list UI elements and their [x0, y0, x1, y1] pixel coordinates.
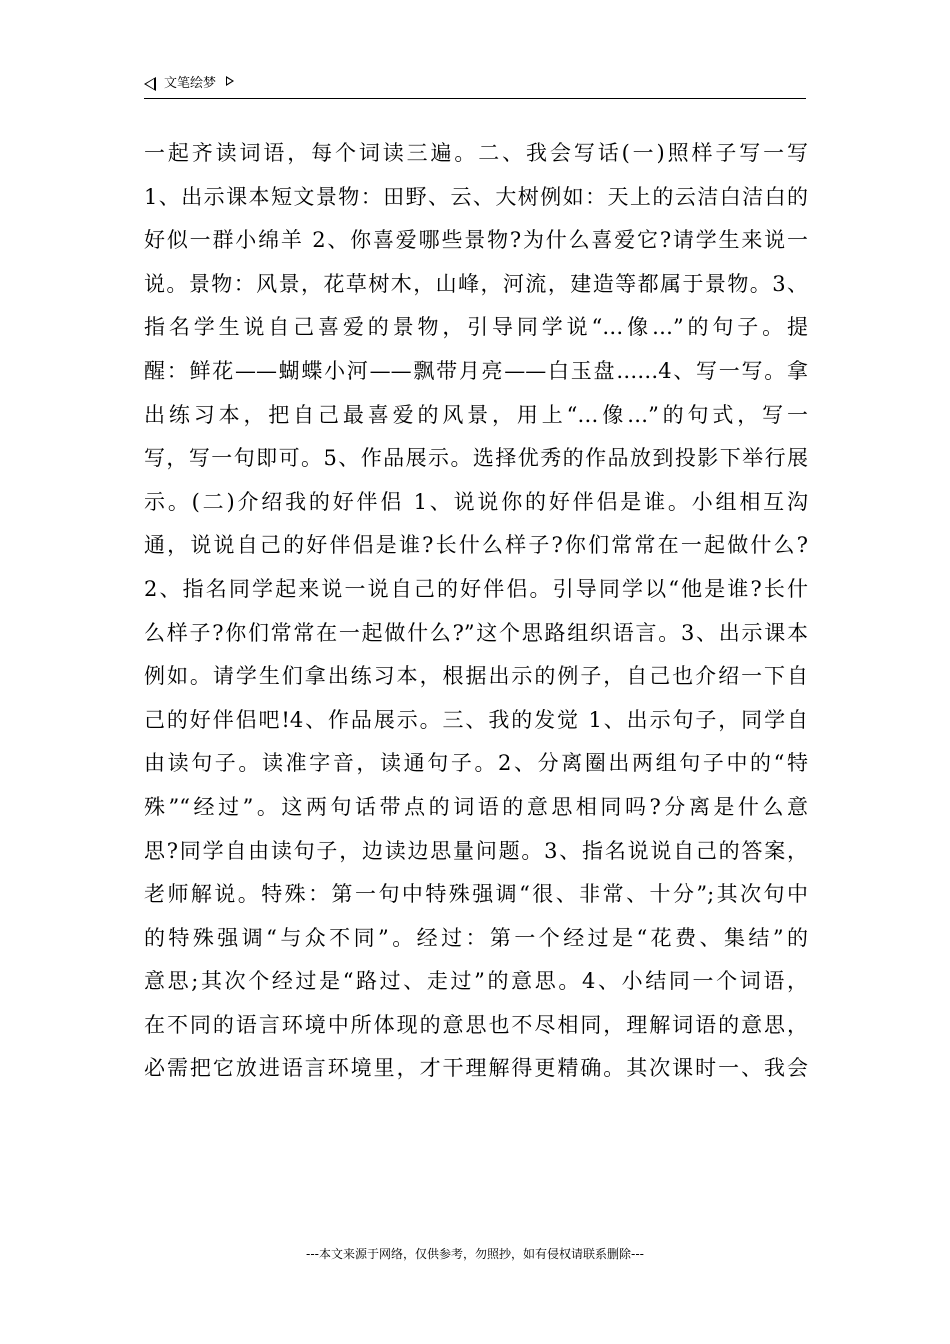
body-line: 么样子?你们常常在一起做什么?”这个思路组织语言。3、出示课本 [144, 620, 808, 645]
body-line: 醒：鲜花——蝴蝶小河——飘带月亮——白玉盘……4、写一写。拿 [144, 358, 808, 383]
document-body [144, 132, 808, 1091]
body-line: 写，写一句即可。5、作品展示。选择优秀的作品放到投影下举行展 [144, 446, 808, 471]
body-line: 殊”“经过”。这两句话带点的词语的意思相同吗?分离是什么意 [144, 794, 808, 819]
body-line: 老师解说。特殊：第一句中特殊强调“很、非常、十分”;其次句中 [144, 882, 808, 907]
body-line: 必需把它放进语言环境里，才干理解得更精确。其次课时一、我会 [144, 1056, 808, 1081]
body-line: 出练习本，把自己最喜爱的风景，用上“…像…”的句式，写一 [144, 402, 808, 427]
brand-name: 文笔绘梦 [164, 76, 217, 91]
body-line: 由读句子。读准字音，读通句子。2、分离圈出两组句子中的“特 [144, 751, 808, 776]
body-line: 一起齐读词语，每个词读三遍。二、我会写话(一)照样子写一写 [144, 141, 808, 165]
body-line: 思?同学自由读句子，边读边思量问题。3、指名说说自己的答案， [144, 838, 808, 863]
body-line: 示。(二)介绍我的好伴侣 1、说说你的好伴侣是谁。小组相互沟 [144, 489, 808, 514]
body-line: 指名学生说自己喜爱的景物，引导同学说“…像…”的句子。提 [144, 315, 808, 340]
page-header [144, 74, 806, 99]
body-line: 1、出示课本短文景物：田野、云、大树例如：天上的云洁白洁白的 [144, 184, 808, 209]
body-line: 通，说说自己的好伴侣是谁?长什么样子?你们常常在一起做什么? [144, 533, 808, 558]
footer-disclaimer: ---本文来源于网络，仅供参考，勿照抄，如有侵权请联系删除--- [306, 1247, 644, 1261]
triangle-left-icon [144, 77, 156, 91]
triangle-right-icon [226, 76, 234, 86]
body-line: 的特殊强调“与众不同”。经过：第一个经过是“花费、集结”的 [144, 925, 808, 950]
body-line: 己的好伴侣吧!4、作品展示。三、我的发觉 1、出示句子，同学自 [144, 707, 808, 732]
body-line: 例如。请学生们拿出练习本，根据出示的例子，自己也介绍一下自 [144, 664, 808, 689]
body-line: 意思;其次个经过是“路过、走过”的意思。4、小结同一个词语， [144, 969, 808, 994]
body-line: 说。景物：风景，花草树木，山峰，河流，建造等都属于景物。3、 [144, 271, 808, 296]
body-line: 在不同的语言环境中所体现的意思也不尽相同，理解词语的意思， [144, 1012, 808, 1037]
body-line: 2、指名同学起来说一说自己的好伴侣。引导同学以“他是谁?长什 [144, 576, 808, 601]
body-line: 好似一群小绵羊 2、你喜爱哪些景物?为什么喜爱它?请学生来说一 [144, 228, 808, 253]
